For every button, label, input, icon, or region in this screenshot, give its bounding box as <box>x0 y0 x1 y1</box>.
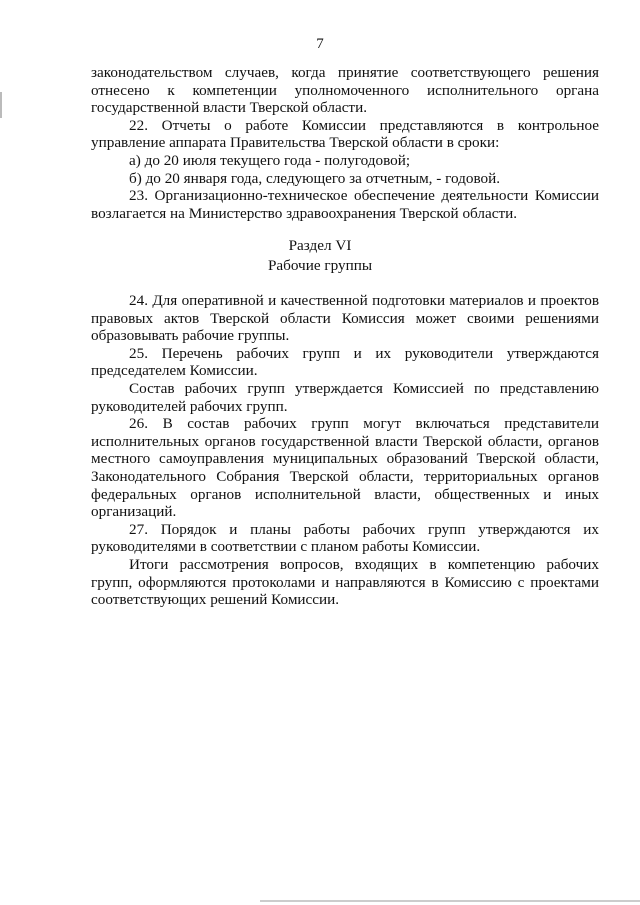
section-text-block <box>91 292 599 609</box>
list-item-22a: а) до 20 июля текущего года - полугодовой; <box>129 151 411 169</box>
paragraph-25-continued: Состав рабочих групп утверждается Комиссией по представлению руководителей рабочих групп. <box>91 379 599 415</box>
paragraph-23: 23. Организационно-техническое обеспечение деятельности Комиссии возлагается на Министерство здравоохранения Тверской области. <box>91 187 599 222</box>
paragraph-27-continued: Итоги рассмотрения вопросов, входящих в компетенцию рабочих групп, оформляются протоколами и направляются в Комиссию с проектами соответствующих решений Комиссии. <box>91 555 599 609</box>
section-subtitle: Рабочие группы <box>267 257 373 274</box>
list-item-22b: б) до 20 января года, следующего за отчетным, - годовой. <box>129 169 501 187</box>
page-number: 7 <box>316 36 324 52</box>
section-title: Раздел VI <box>288 237 352 254</box>
paragraph-27: 27. Порядок и планы работы рабочих групп утверждаются их руководителями в соответствии с планом работы Комиссии. <box>91 520 599 556</box>
paragraph-25: 25. Перечень рабочих групп и их руководители утверждаются председателем Комиссии. <box>91 344 599 380</box>
scan-bottom-edge <box>260 900 640 902</box>
paragraph-24: 24. Для оперативной и качественной подготовки материалов и проектов правовых актов Тверской области Комиссия может своими решениями образовывать рабочие группы. <box>91 292 599 345</box>
paragraph-22: 22. Отчеты о работе Комиссии представляются в контрольное управление аппарата Правительства Тверской области в сроки: <box>91 116 599 152</box>
paragraph-26: 26. В состав рабочих групп могут включаться представители исполнительных органов государственной власти Тверской области, органов местного самоуправления муниципальных образований Тверской области, Законодательного Собрания Тверской области, территориальных органов федеральных органов исполнительной власти, общественных и иных организаций. <box>91 415 599 521</box>
scan-margin-mark <box>0 92 2 118</box>
intro-text-block <box>91 64 599 222</box>
paragraph-continuation: законодательством случаев, когда принятие соответствующего решения отнесено к компетенции уполномоченного исполнительного органа государственной власти Тверской области. <box>91 64 599 117</box>
